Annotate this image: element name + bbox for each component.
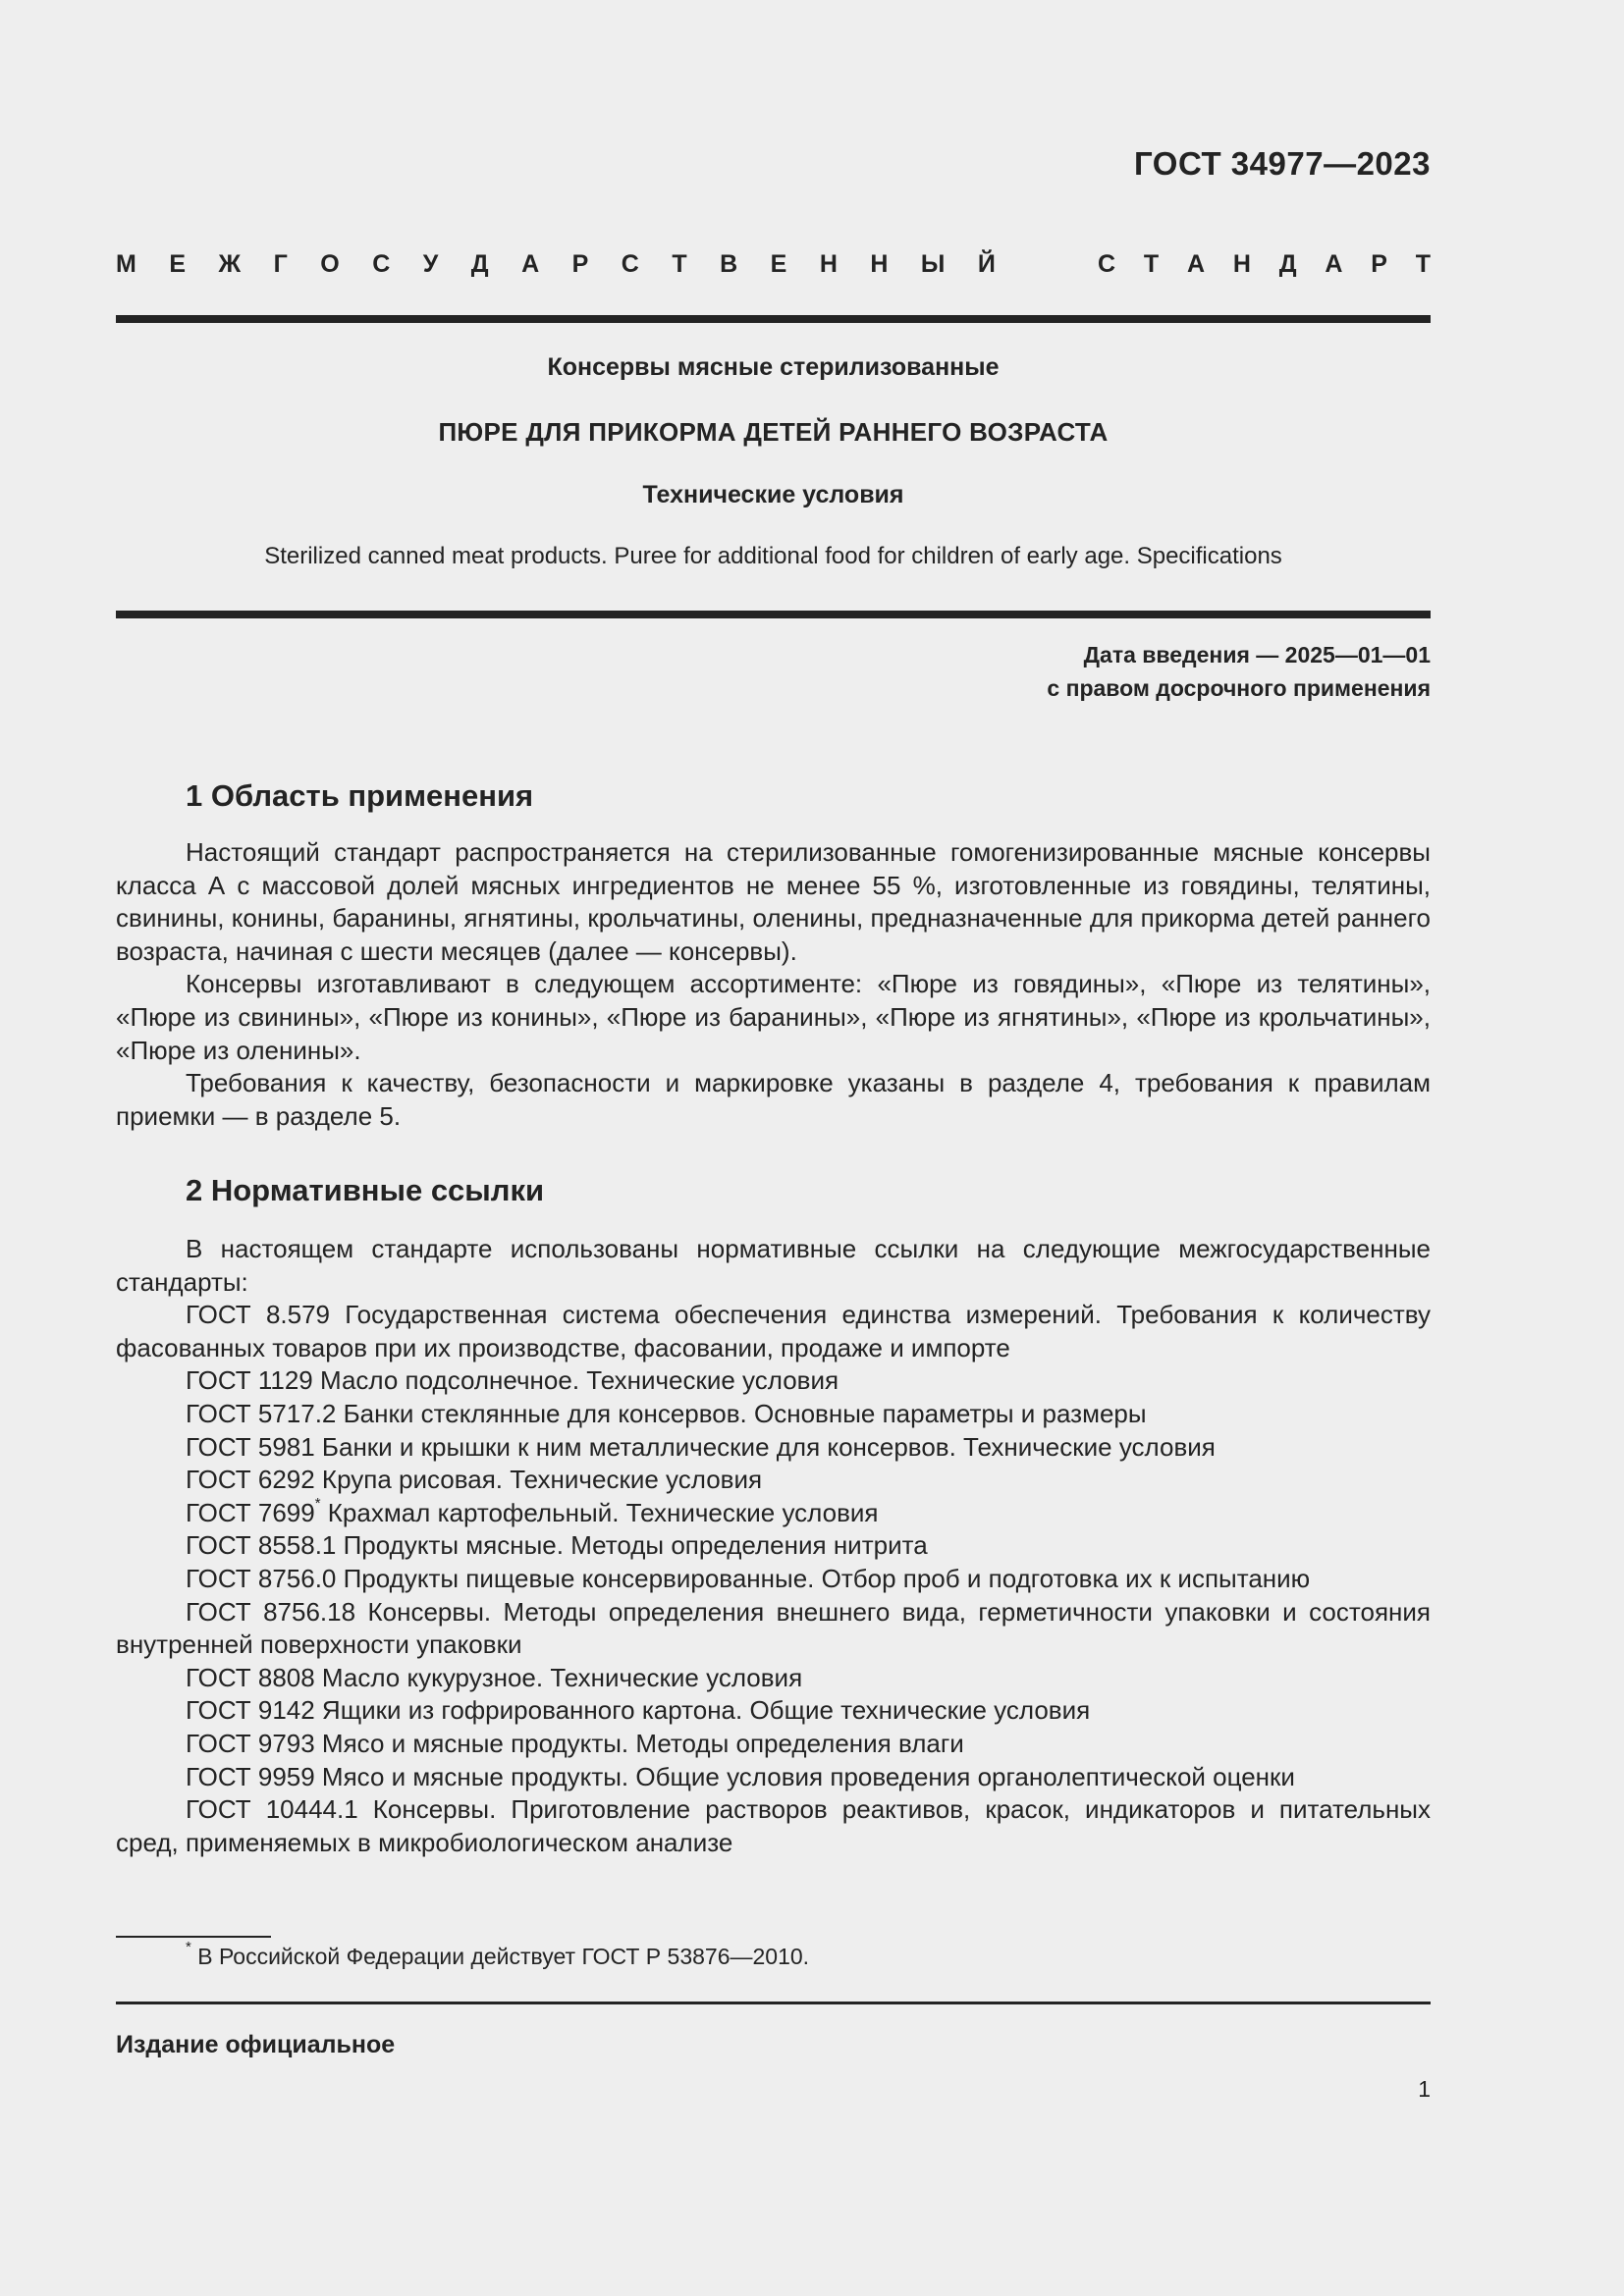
footnote-separator xyxy=(116,1936,271,1938)
spaced-letter: Т xyxy=(1415,250,1431,278)
reference-item: ГОСТ 8558.1 Продукты мясные. Методы определения нитрита xyxy=(186,1530,928,1561)
spaced-letter: С xyxy=(621,250,639,278)
spaced-letter: О xyxy=(320,250,340,278)
spaced-letter: А xyxy=(521,250,540,278)
header-rule xyxy=(116,315,1431,323)
reference-item: ГОСТ 8808 Масло кукурузное. Технические условия xyxy=(186,1662,803,1692)
title-rule xyxy=(116,611,1431,618)
spaced-letter: Н xyxy=(1232,250,1251,278)
spaced-letter: Е xyxy=(169,250,186,278)
reference-item: ГОСТ 9959 Мясо и мясные продукты. Общие условия проведения органолептической оценки xyxy=(186,1761,1295,1791)
section-1-body xyxy=(116,836,1431,1133)
reference-item: ГОСТ 1129 Масло подсолнечное. Технические условия xyxy=(186,1365,839,1396)
reference-item: ГОСТ 8756.18 Консервы. Методы определения внешнего вида, герметичности упаковки и состояния внутренней поверхности упаковки xyxy=(116,1596,1431,1660)
standard-type xyxy=(116,250,1431,279)
reference-item: ГОСТ 8.579 Государственная система обеспечения единства измерений. Требования к количеству фасованных товаров при их производстве, фасовании, продаже и импорте xyxy=(116,1300,1431,1362)
document-title: ПЮРЕ ДЛЯ ПРИКОРМА ДЕТЕЙ РАННЕГО ВОЗРАСТА xyxy=(438,417,1109,447)
spaced-letter: А xyxy=(1186,250,1206,278)
official-edition-label: Издание официальное xyxy=(116,2031,396,2058)
section-1-heading: 1 Область применения xyxy=(186,778,534,813)
spaced-letter: Р xyxy=(1371,250,1387,278)
footnote-marker: * xyxy=(186,1939,191,1956)
spaced-letter: Т xyxy=(672,250,687,278)
spaced-letter: В xyxy=(720,250,738,278)
footnote-marker: * xyxy=(314,1495,321,1513)
reference-title: Крахмал картофельный. Технические условия xyxy=(320,1497,879,1527)
reference-item: ГОСТ 9142 Ящики из гофрированного картона. Общие технические условия xyxy=(186,1695,1091,1726)
paragraph: Настоящий стандарт распространяется на стерилизованные гомогенизированные мясные консервы класса А с массовой долей мясных ингредиентов не менее 55 %, изготовленные из говядины, телятины, свинины, конины, баранины, ягнятины, крольчатины, оленины, предназначенные для прикорма детей раннего возраста, начиная с шести месяцев (далее — консервы). xyxy=(116,837,1431,966)
spaced-letter: Ж xyxy=(218,250,242,278)
spaced-letter: М xyxy=(116,250,136,278)
reference-item: ГОСТ 9793 Мясо и мясные продукты. Методы определения влаги xyxy=(186,1728,964,1758)
spaced-letter: Д xyxy=(1278,250,1297,278)
spaced-letter: Н xyxy=(819,250,838,278)
spaced-letter: Т xyxy=(1143,250,1160,278)
spaced-letter: С xyxy=(372,250,391,278)
spaced-letter: Р xyxy=(571,250,589,278)
document-spec-title: Технические условия xyxy=(642,481,904,508)
footnote xyxy=(186,1939,810,1970)
spaced-letter: А xyxy=(1325,250,1343,278)
standard-type-word-1 xyxy=(116,250,996,279)
reference-item: ГОСТ 6292 Крупа рисовая. Технические условия xyxy=(186,1465,763,1495)
page-number: 1 xyxy=(1418,2076,1431,2102)
spaced-letter: У xyxy=(422,250,439,278)
paragraph: В настоящем стандарте использованы нормативные ссылки на следующие межгосударственные стандарты: xyxy=(116,1234,1431,1297)
footer-rule xyxy=(116,2002,1431,2004)
introduction-date xyxy=(1047,638,1431,705)
spaced-letter: Н xyxy=(870,250,889,278)
english-title: Sterilized canned meat products. Puree for additional food for children of early age. Specifications xyxy=(264,543,1282,569)
paragraph: Требования к качеству, безопасности и маркировке указаны в разделе 4, требования к правилам приемки — в разделе 5. xyxy=(116,1068,1431,1131)
spaced-letter: Д xyxy=(470,250,489,278)
spaced-letter: Г xyxy=(273,250,288,278)
paragraph: Консервы изготавливают в следующем ассортименте: «Пюре из говядины», «Пюре из телятины», «Пюре из свинины», «Пюре из конины», «Пюре из баранины», «Пюре из ягнятины», «Пюре из крольчатины», «Пюре из оленины». xyxy=(116,969,1431,1065)
reference-item: ГОСТ 8756.0 Продукты пищевые консервированные. Отбор проб и подготовка их к испытанию xyxy=(186,1563,1311,1593)
section-2-heading: 2 Нормативные ссылки xyxy=(186,1173,545,1207)
early-application-note: с правом досрочного применения xyxy=(1047,675,1431,701)
reference-item xyxy=(116,1497,1431,1530)
document-subtitle: Консервы мясные стерилизованные xyxy=(547,353,1000,381)
standard-type-word-2 xyxy=(1098,250,1431,279)
reference-item: ГОСТ 5717.2 Банки стеклянные для консервов. Основные параметры и размеры xyxy=(186,1398,1147,1428)
reference-code: ГОСТ 7699 xyxy=(186,1497,315,1527)
spaced-letter: Ы xyxy=(920,250,946,278)
document-number: ГОСТ 34977—2023 xyxy=(1134,145,1431,182)
spaced-letter: Е xyxy=(770,250,787,278)
spaced-letter: Й xyxy=(977,250,996,278)
reference-item: ГОСТ 5981 Банки и крышки к ним металлические для консервов. Технические условия xyxy=(186,1431,1216,1462)
introduction-date-line: Дата введения — 2025—01—01 xyxy=(1083,642,1431,667)
section-2-body xyxy=(116,1233,1431,1859)
footnote-text: В Российской Федерации действует ГОСТ Р 53876—2010. xyxy=(190,1944,810,1969)
reference-item: ГОСТ 10444.1 Консервы. Приготовление растворов реактивов, красок, индикаторов и питательных сред, применяемых в микробиологическом анализе xyxy=(116,1794,1431,1857)
spaced-letter: С xyxy=(1098,250,1116,278)
